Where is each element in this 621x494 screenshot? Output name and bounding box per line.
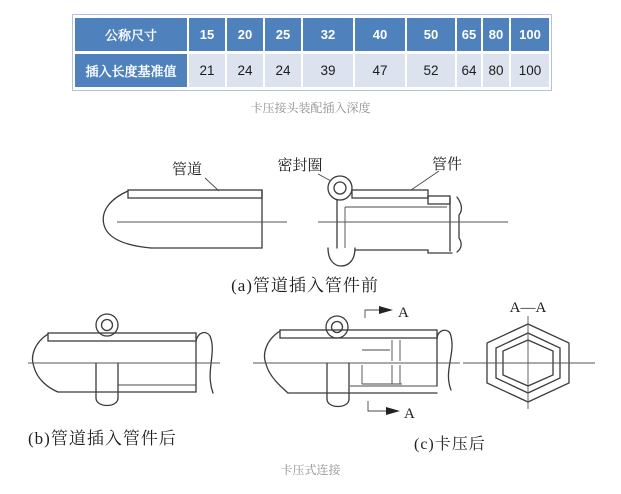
seal-ring-circle [328, 176, 352, 200]
fitting-mouth-edge [457, 197, 461, 252]
value-cell: 24 [265, 54, 301, 87]
seal-ring-leader-line [318, 174, 331, 181]
mouth-lip [437, 330, 450, 338]
table-data-row [75, 54, 549, 87]
socket-bottom [327, 399, 349, 407]
break-line [103, 191, 151, 248]
header-cell: 100 [511, 18, 549, 51]
figure-b-drawing [22, 305, 227, 419]
figure-b-caption: (b)管道插入管件后 [28, 429, 177, 448]
fitting-drawing [277, 156, 508, 266]
section-arrow-label: A [398, 305, 409, 321]
value-cell: 52 [407, 54, 455, 87]
value-cell: 39 [303, 54, 353, 87]
break-line-right [210, 336, 213, 393]
header-cell: 15 [189, 18, 225, 51]
table-header-row [75, 18, 549, 51]
row-label-cell: 插入长度基准值 [75, 54, 187, 87]
pipe-leader-line [205, 178, 219, 191]
value-cell: 47 [355, 54, 405, 87]
seal-ring-circle [326, 316, 348, 338]
header-cell: 40 [355, 18, 405, 51]
value-cell: 80 [483, 54, 509, 87]
pipe-drawing [103, 161, 287, 248]
figure-c-caption: (c)卡压后 [414, 436, 486, 453]
header-cell: 50 [407, 18, 455, 51]
figure-c-drawing [248, 300, 463, 431]
fitting-leader-line [411, 171, 439, 190]
figure-a-caption: (a)管道插入管件前 [231, 276, 379, 295]
header-cell: 25 [265, 18, 301, 51]
insertion-depth-table [72, 14, 552, 91]
break-line-right [448, 333, 452, 390]
pipe-label: 管道 [171, 162, 203, 178]
seal-ring-label: 密封圈 [277, 158, 323, 174]
socket-bottom [96, 398, 118, 406]
section-aa-drawing [455, 296, 610, 424]
value-cell: 64 [457, 54, 481, 87]
mouth-lip [196, 333, 210, 341]
header-cell: 65 [457, 18, 481, 51]
header-cell: 20 [227, 18, 263, 51]
section-view-label: A—A [509, 300, 547, 316]
press-marks [362, 340, 402, 384]
header-label-cell: 公称尺寸 [75, 18, 187, 51]
figure-bottom-caption: 卡压式连接 [280, 463, 341, 477]
fitting-label: 管件 [431, 157, 463, 173]
value-cell: 100 [511, 54, 549, 87]
value-cell: 24 [227, 54, 263, 87]
section-arrow-label: A [404, 406, 415, 422]
header-cell: 32 [303, 18, 353, 51]
header-cell: 80 [483, 18, 509, 51]
figure-a-drawing [95, 148, 515, 272]
section-arrow-bottom [368, 401, 415, 422]
break-line [265, 331, 288, 393]
section-arrow-top [365, 305, 409, 321]
value-cell: 21 [189, 54, 225, 87]
socket-bottom [328, 248, 355, 266]
table-caption: 卡压接头装配插入深度 [250, 101, 371, 115]
